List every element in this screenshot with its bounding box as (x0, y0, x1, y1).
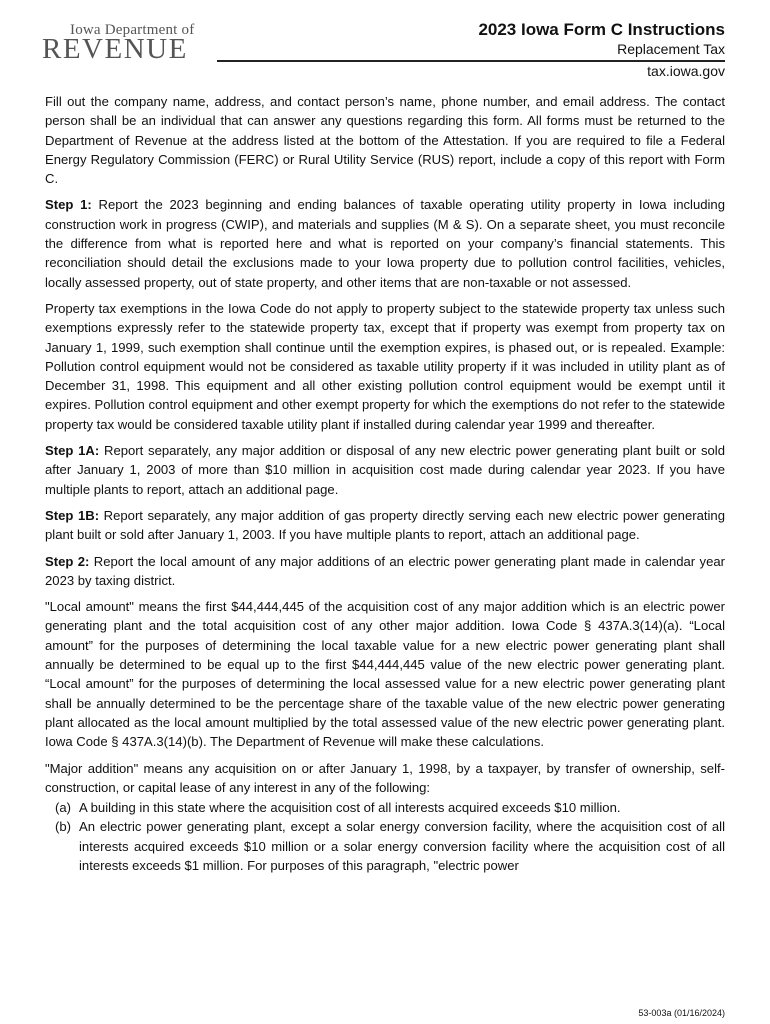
list-item-label: (b) (55, 819, 72, 835)
page-title: 2023 Iowa Form C Instructions (478, 20, 725, 39)
iowa-revenue-logo (42, 22, 212, 64)
list-item-label: (a) (55, 800, 72, 816)
major-addition-list (45, 798, 725, 875)
logo-line2: REVENUE (42, 33, 188, 65)
step1b-text: Report separately, any major addition of gas property directly serving each new electric power generating plant built or sold after January 1, 2003. If you have multiple plants to report, attach an additional page. (45, 507, 725, 543)
page-subtitle: Replacement Tax (617, 41, 725, 57)
step1-text: Report the 2023 beginning and ending balances of taxable operating utility property in Iowa including construction work in progress (CWIP), and materials and supplies (M & S). On a separate sheet, you must reconcile the difference from what is reported here and what is reported on your company’s financial statements. This reconciliation should detail the exclusions made to your Iowa property due to pollution control facilities, vehicles, locally assessed property, out of state property, and other items that are non-taxable or not assessed. (45, 197, 726, 290)
local-amount-paragraph: "Local amount" means the first $44,444,445 of the acquisition cost of any major addition which is an electric power generating plant and the total acquisition cost of any other major addition. Iowa Code § 437A.3(14)(a). “Local amount” for the purposes of determining the local taxable value for a new electric power generating plant shall annually be determined to be equal up to the first $44,444,445 value of the new electric power generating plant. “Local amount” for the purposes of determining the local assessed value for a new electric power generating plant shall be annually determined to be the percentage share of the taxable value of the new electric power generating plant allocated as the local amount multiplied by the total assessed value of the new electric power generating plant. Iowa Code § 437A.3(14)(b). The Department of Revenue will make these calculations. (45, 599, 725, 750)
logo-line1: Iowa Department of (70, 22, 195, 38)
list-item-text: An electric power generating plant, except a solar energy conversion facility, where the acquisition cost of all interests acquired exceeds $10 million or a solar energy conversion facility where the acquisition cost of all interests exceeds $1 million. For purposes of this paragraph, "electric power (79, 819, 725, 873)
list-item (45, 817, 725, 875)
step1-paragraph (45, 195, 725, 291)
website-link[interactable]: tax.iowa.gov (647, 63, 725, 79)
header-rule (217, 60, 725, 62)
list-item-text: A building in this state where the acquisition cost of all interests acquired exceeds $10 million. (79, 800, 621, 816)
intro-paragraph: Fill out the company name, address, and contact person’s name, phone number, and email address. The contact person shall be an individual that can answer any questions regarding this form. All forms must be returned to the Department of Revenue at the address listed at the bottom of the Attestation. If you are required to file a Federal Energy Regulatory Commission (FERC) or Rural Utility Service (RUS) report, include a copy of this report with Form C. (45, 94, 725, 187)
step1b-paragraph (45, 506, 725, 545)
step2-label: Step 2: (45, 553, 90, 569)
step2-paragraph (45, 552, 725, 591)
step1a-paragraph (45, 441, 725, 499)
major-addition-paragraph: "Major addition" means any acquisition on or after January 1, 1998, by a taxpayer, by transfer of ownership, self-construction, or capital lease of any interest in any of the following: (45, 760, 725, 795)
step2-text: Report the local amount of any major additions of an electric power generating plant made in calendar year 2023 by taxing district. (45, 553, 726, 588)
step1a-text: Report separately, any major addition or disposal of any new electric power generating plant built or sold after January 1, 2003 of more than $10 million in acquisition cost made during calendar year 2023. If you have multiple plants to report, attach an additional page. (45, 443, 725, 497)
list-item (45, 798, 725, 817)
step1-label: Step 1: (45, 197, 92, 213)
instructions-body (45, 92, 725, 875)
step1a-label: Step 1A: (45, 443, 100, 459)
step1b-label: Step 1B: (45, 507, 100, 523)
form-code: 53-003a (01/16/2024) (638, 1008, 725, 1018)
exemptions-paragraph: Property tax exemptions in the Iowa Code do not apply to property subject to the statewide property tax unless such exemptions expressly refer to the statewide property tax, except that if property was exempt from property tax on January 1, 1999, such exemption shall continue until the exemption expires, is phased out, or is repealed. Example: Pollution control equipment would not be considered as taxable utility property if it was included in utility plant as of December 31, 1998. This equipment and all other existing pollution control equipment would be exempt until it expires. Pollution control equipment and other exempt property for which the exemptions do not refer to the statewide property tax would be considered taxable utility plant if installed during calendar year 1999 and thereafter. (45, 300, 725, 432)
